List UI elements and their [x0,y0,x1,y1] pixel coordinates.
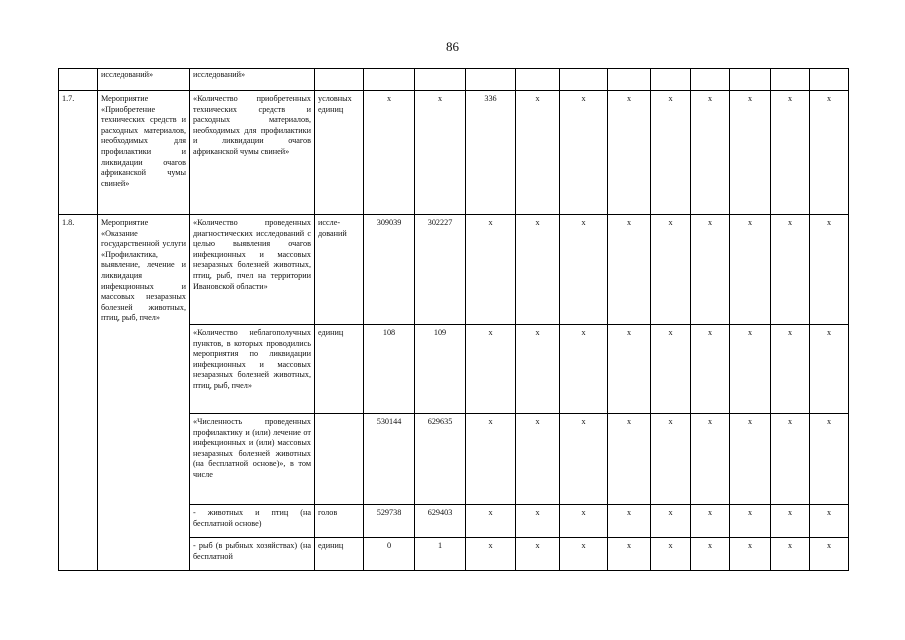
cell-value: х [560,215,608,325]
cell-indicator: - рыб (в рыбных хозяйствах) (на бесплатной [190,538,315,571]
cell-indicator: - животных и птиц (на бесплатной основе) [190,505,315,538]
cell-value: х [730,215,771,325]
cell-value: х [516,91,560,215]
cell-value: х [608,325,651,414]
cell-unit [315,69,364,91]
cell-num [59,69,98,91]
cell-unit: единиц [315,538,364,571]
cell-value: х [415,91,466,215]
cell-value [364,69,415,91]
cell-value: 0 [364,538,415,571]
cell-value: х [730,325,771,414]
cell-value: х [516,215,560,325]
cell-value [466,69,516,91]
cell-value: х [730,414,771,505]
cell-value: х [466,325,516,414]
indicators-table [58,68,849,571]
cell-activity: Мероприятие «Оказание государственной услуги «Профилактика, выявление, лечение и ликвидация инфекционных и массовых незаразных болезней животных, птиц, рыб, пчел» [98,215,190,571]
cell-unit: единиц [315,325,364,414]
cell-value [415,69,466,91]
cell-value [691,69,730,91]
cell-value [730,69,771,91]
cell-value: х [691,91,730,215]
cell-value: х [691,215,730,325]
cell-value: х [516,538,560,571]
cell-value: х [466,215,516,325]
cell-num: 1.8. [59,215,98,571]
cell-indicator: исследований» [190,69,315,91]
cell-value: х [810,325,849,414]
cell-value: х [560,91,608,215]
cell-value: 530144 [364,414,415,505]
cell-value [560,69,608,91]
cell-value: х [560,414,608,505]
cell-value: х [771,414,810,505]
cell-value: х [560,505,608,538]
cell-value: х [651,215,691,325]
cell-value: х [771,325,810,414]
cell-value: 1 [415,538,466,571]
cell-value: х [691,325,730,414]
cell-value: х [730,538,771,571]
cell-value: х [466,414,516,505]
cell-value: х [691,414,730,505]
cell-value: х [516,325,560,414]
cell-value: х [608,505,651,538]
cell-value: 108 [364,325,415,414]
cell-value: х [560,538,608,571]
cell-value [608,69,651,91]
cell-value: х [651,91,691,215]
cell-value: х [691,538,730,571]
cell-value: х [810,505,849,538]
cell-value: х [364,91,415,215]
cell-value: х [771,505,810,538]
cell-value: х [560,325,608,414]
cell-value: х [651,505,691,538]
cell-value: 629403 [415,505,466,538]
cell-value: х [651,414,691,505]
cell-value [651,69,691,91]
cell-value: х [730,91,771,215]
cell-value: 309039 [364,215,415,325]
cell-value: х [651,325,691,414]
cell-indicator: «Количество неблагополучных пунктов, в которых проводились мероприятия по ликвидации инфекционных и массовых незаразных болезней животных, птиц, рыб, пчел» [190,325,315,414]
cell-unit: условных единиц [315,91,364,215]
cell-value: х [608,538,651,571]
cell-indicator: «Количество проведенных диагностических исследований с целью выявления очагов инфекционных и массовых незаразных болезней животных, птиц, рыб, пчел на территории Ивановской области» [190,215,315,325]
cell-indicator: «Количество приобретенных технических средств и расходных материалов, необходимых для профилактики и ликвидации очагов африканской чумы свиней» [190,91,315,215]
cell-value: х [810,91,849,215]
cell-value: х [810,215,849,325]
cell-value: х [651,538,691,571]
cell-value: 529738 [364,505,415,538]
cell-indicator: «Численность проведенных профилактику и (или) лечение от инфекционных и (или) массовых незаразных болезней животных (на бесплатной основе)», в том числе [190,414,315,505]
table-row-1-8-diagnostics [59,215,849,325]
cell-value [771,69,810,91]
cell-value: х [771,91,810,215]
table-row-1-7 [59,91,849,215]
cell-value: х [608,215,651,325]
cell-value: х [608,91,651,215]
cell-value: х [730,505,771,538]
cell-value: 336 [466,91,516,215]
cell-activity: Мероприятие «Приобретение технических средств и расходных материалов, необходимых для профилактики и ликвидации очагов африканской чумы свиней» [98,91,190,215]
cell-value: х [810,414,849,505]
cell-value [810,69,849,91]
cell-activity: исследований» [98,69,190,91]
cell-value: 109 [415,325,466,414]
table-row-continuation [59,69,849,91]
cell-value: х [691,505,730,538]
cell-value: х [810,538,849,571]
cell-unit: голов [315,505,364,538]
cell-value [516,69,560,91]
cell-value: х [466,538,516,571]
cell-value: 629635 [415,414,466,505]
cell-unit [315,414,364,505]
cell-num: 1.7. [59,91,98,215]
cell-value: х [466,505,516,538]
cell-value: 302227 [415,215,466,325]
cell-unit: иссле-дований [315,215,364,325]
cell-value: х [771,215,810,325]
cell-value: х [516,505,560,538]
cell-value: х [771,538,810,571]
page-number: 86 [446,39,459,54]
cell-value: х [608,414,651,505]
cell-value: х [516,414,560,505]
